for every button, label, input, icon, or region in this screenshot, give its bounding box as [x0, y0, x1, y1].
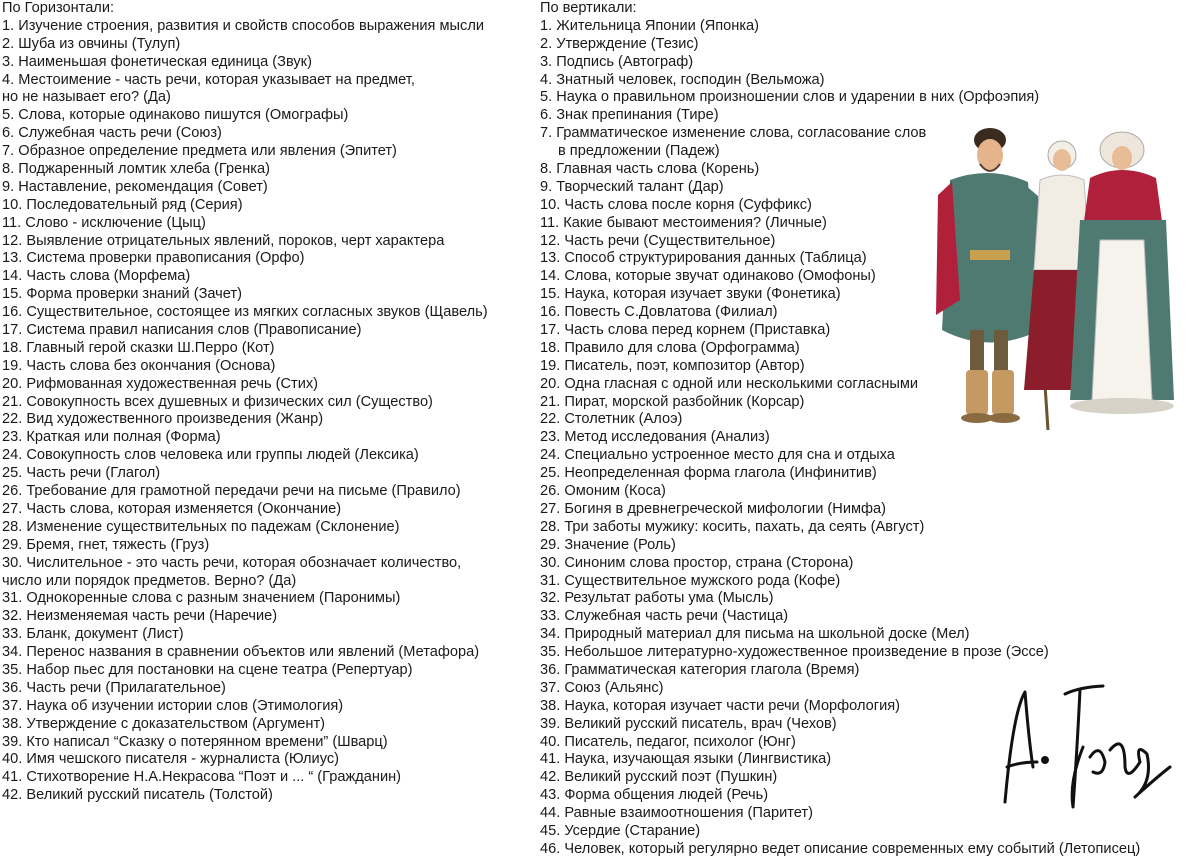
clue-item: 34. Перенос названия в сравнении объектов или явлений (Метафора) [2, 644, 480, 661]
clue-item: 25. Неопределенная форма глагола (Инфинитив) [540, 465, 877, 482]
clue-item: 32. Неизменяемая часть речи (Наречие) [2, 608, 278, 625]
clue-item: 37. Наука об изучении истории слов (Этимология) [2, 697, 344, 714]
clue-item: 12. Выявление отрицательных явлений, пороков, черт характера [2, 232, 445, 249]
clue-item: 1. Жительница Японии (Японка) [540, 17, 759, 34]
clue-item: 14. Часть слова (Морфема) [2, 268, 191, 285]
clue-item: 9. Наставление, рекомендация (Совет) [2, 178, 268, 195]
clue-item: 6. Служебная часть речи (Союз) [2, 125, 222, 142]
clue-item: 46. Человек, который регулярно ведет описание современных ему событий (Летописец) [540, 840, 1141, 857]
clue-item: 36. Часть речи (Прилагательное) [2, 679, 226, 696]
clue-item: 4. Знатный человек, господин (Вельможа) [540, 71, 825, 88]
clue-item: 22. Столетник (Алоэ) [540, 411, 683, 428]
clue-item: 2. Утверждение (Тезис) [540, 35, 699, 52]
clue-item: 6. Знак препинания (Тире) [540, 107, 719, 124]
clue-item: 13. Система проверки правописания (Орфо) [2, 250, 305, 267]
clue-item: 16. Существительное, состоящее из мягких согласных звуков (Щавель) [2, 304, 488, 321]
clue-item: 31. Существительное мужского рода (Кофе) [540, 572, 841, 589]
clue-item: 36. Грамматическая категория глагола (Время) [540, 661, 860, 678]
clue-item: 16. Повесть С.Довлатова (Филиал) [540, 304, 778, 321]
clue-item: 21. Совокупность всех душевных и физических сил (Существо) [2, 393, 433, 410]
clue-item: 7. Грамматическое изменение слова, согласование слов [540, 125, 927, 142]
clue-item: 33. Бланк, документ (Лист) [2, 626, 184, 643]
clue-item: 28. Три заботы мужику: косить, пахать, да сеять (Август) [540, 518, 925, 535]
clue-item: 2. Шуба из овчины (Тулуп) [2, 35, 181, 52]
clue-item: 1. Изучение строения, развития и свойств способов выражения мысли [2, 17, 484, 34]
clue-item: 38. Утверждение с доказательством (Аргумент) [2, 715, 325, 732]
woman-figure [1070, 132, 1174, 414]
clue-item: 24. Специально устроенное место для сна и отдыха [540, 447, 895, 464]
vertical-heading: По вертикали: [540, 0, 637, 16]
clue-item: 40. Имя чешского писателя - журналиста (Юлиус) [2, 751, 339, 768]
clue-item: 35. Небольшое литературно-художественное произведение в прозе (Эссе) [540, 644, 1049, 661]
clue-item: 29. Бремя, гнет, тяжесть (Груз) [2, 536, 210, 553]
clue-item: 23. Метод исследования (Анализ) [540, 429, 770, 446]
clue-item: 18. Главный герой сказки Ш.Перро (Кот) [2, 339, 275, 356]
costume-figures-illustration [930, 100, 1180, 440]
clue-item: 41. Стихотворение Н.А.Некрасова “Поэт и ... “ (Гражданин) [2, 769, 402, 786]
clue-item: 13. Способ структурирования данных (Таблица) [540, 250, 867, 267]
clue-item: 41. Наука, изучающая языки (Лингвистика) [540, 751, 832, 768]
clue-item: 24. Совокупность слов человека или группы людей (Лексика) [2, 447, 419, 464]
clue-continuation: число или порядок предметов. Верно? (Да) [2, 572, 297, 589]
clue-continuation: но не называет его? (Да) [2, 89, 171, 106]
clue-item: 15. Наука, которая изучает звуки (Фонетика) [540, 286, 841, 303]
clue-item: 30. Синоним слова простор, страна (Сторона) [540, 554, 854, 571]
clue-item: 17. Часть слова перед корнем (Приставка) [540, 322, 831, 339]
clue-item: 14. Слова, которые звучат одинаково (Омофоны) [540, 268, 876, 285]
horizontal-heading: По Горизонтали: [2, 0, 115, 16]
clue-item: 19. Писатель, поэт, композитор (Автор) [540, 357, 805, 374]
clue-item: 26. Омоним (Коса) [540, 483, 666, 500]
clue-item: 26. Требование для грамотной передачи речи на письме (Правило) [2, 483, 461, 500]
clue-item: 5. Слова, которые одинаково пишутся (Омографы) [2, 107, 349, 124]
clue-item: 42. Великий русский писатель (Толстой) [2, 787, 273, 804]
clue-item: 10. Часть слова после корня (Суффикс) [540, 196, 812, 213]
clue-item: 25. Часть речи (Глагол) [2, 465, 161, 482]
clue-item: 37. Союз (Альянс) [540, 679, 664, 696]
clue-item: 39. Великий русский писатель, врач (Чехов) [540, 715, 837, 732]
clue-item: 8. Поджаренный ломтик хлеба (Гренка) [2, 161, 270, 178]
clue-item: 12. Часть речи (Существительное) [540, 232, 776, 249]
clue-item: 20. Одна гласная с одной или несколькими согласными [540, 375, 919, 392]
clue-item: 10. Последовательный ряд (Серия) [2, 196, 243, 213]
clue-item: 8. Главная часть слова (Корень) [540, 161, 760, 178]
clue-item: 11. Какие бывают местоимения? (Личные) [540, 214, 827, 231]
clue-item: 28. Изменение существительных по падежам (Склонение) [2, 518, 400, 535]
clue-item: 29. Значение (Роль) [540, 536, 676, 553]
clue-continuation: в предложении (Падеж) [558, 143, 720, 160]
clue-item: 31. Однокоренные слова с разным значением (Паронимы) [2, 590, 401, 607]
clue-item: 34. Природный материал для письма на школьной доске (Мел) [540, 626, 970, 643]
clue-item: 11. Слово - исключение (Цыц) [2, 214, 206, 231]
horizontal-column [2, 0, 530, 805]
clue-item: 39. Кто написал “Сказку о потерянном времени” (Шварц) [2, 733, 388, 750]
clue-item: 23. Краткая или полная (Форма) [2, 429, 221, 446]
clue-item: 33. Служебная часть речи (Частица) [540, 608, 789, 625]
horizontal-clue-list [2, 18, 530, 805]
clue-item: 40. Писатель, педагог, психолог (Юнг) [540, 733, 796, 750]
clue-item: 3. Подпись (Автограф) [540, 53, 694, 70]
clue-item: 44. Равные взаимоотношения (Паритет) [540, 805, 813, 822]
clue-item: 38. Наука, которая изучает части речи (Морфология) [540, 697, 901, 714]
clue-item: 4. Местоимение - часть речи, которая указывает на предмет, [2, 71, 415, 88]
clue-item: 21. Пират, морской разбойник (Корсар) [540, 393, 805, 410]
clue-item: 30. Числительное - это часть речи, которая обозначает количество, [2, 554, 462, 571]
clue-item: 9. Творческий талант (Дар) [540, 178, 724, 195]
clue-item: 32. Результат работы ума (Мысль) [540, 590, 774, 607]
clue-item: 27. Богиня в древнегреческой мифологии (Нимфа) [540, 500, 887, 517]
clue-item: 45. Усердие (Старание) [540, 822, 701, 839]
clue-item: 19. Часть слова без окончания (Основа) [2, 357, 276, 374]
signature [985, 672, 1180, 822]
clue-item: 18. Правило для слова (Орфограмма) [540, 339, 800, 356]
clue-item: 17. Система правил написания слов (Правописание) [2, 322, 362, 339]
clue-item: 43. Форма общения людей (Речь) [540, 787, 769, 804]
clue-item: 22. Вид художественного произведения (Жанр) [2, 411, 324, 428]
clue-item: 7. Образное определение предмета или явления (Эпитет) [2, 143, 397, 160]
clue-item: 27. Часть слова, которая изменяется (Окончание) [2, 500, 342, 517]
clue-item: 3. Наименьшая фонетическая единица (Звук) [2, 53, 312, 70]
clue-item: 42. Великий русский поэт (Пушкин) [540, 769, 778, 786]
clue-item: 15. Форма проверки знаний (Зачет) [2, 286, 242, 303]
clue-item: 35. Набор пьес для постановки на сцене театра (Репертуар) [2, 661, 413, 678]
clue-item: 20. Рифмованная художественная речь (Стих) [2, 375, 319, 392]
clue-item: 5. Наука о правильном произношении слов и ударении в них (Орфоэпия) [540, 89, 1040, 106]
